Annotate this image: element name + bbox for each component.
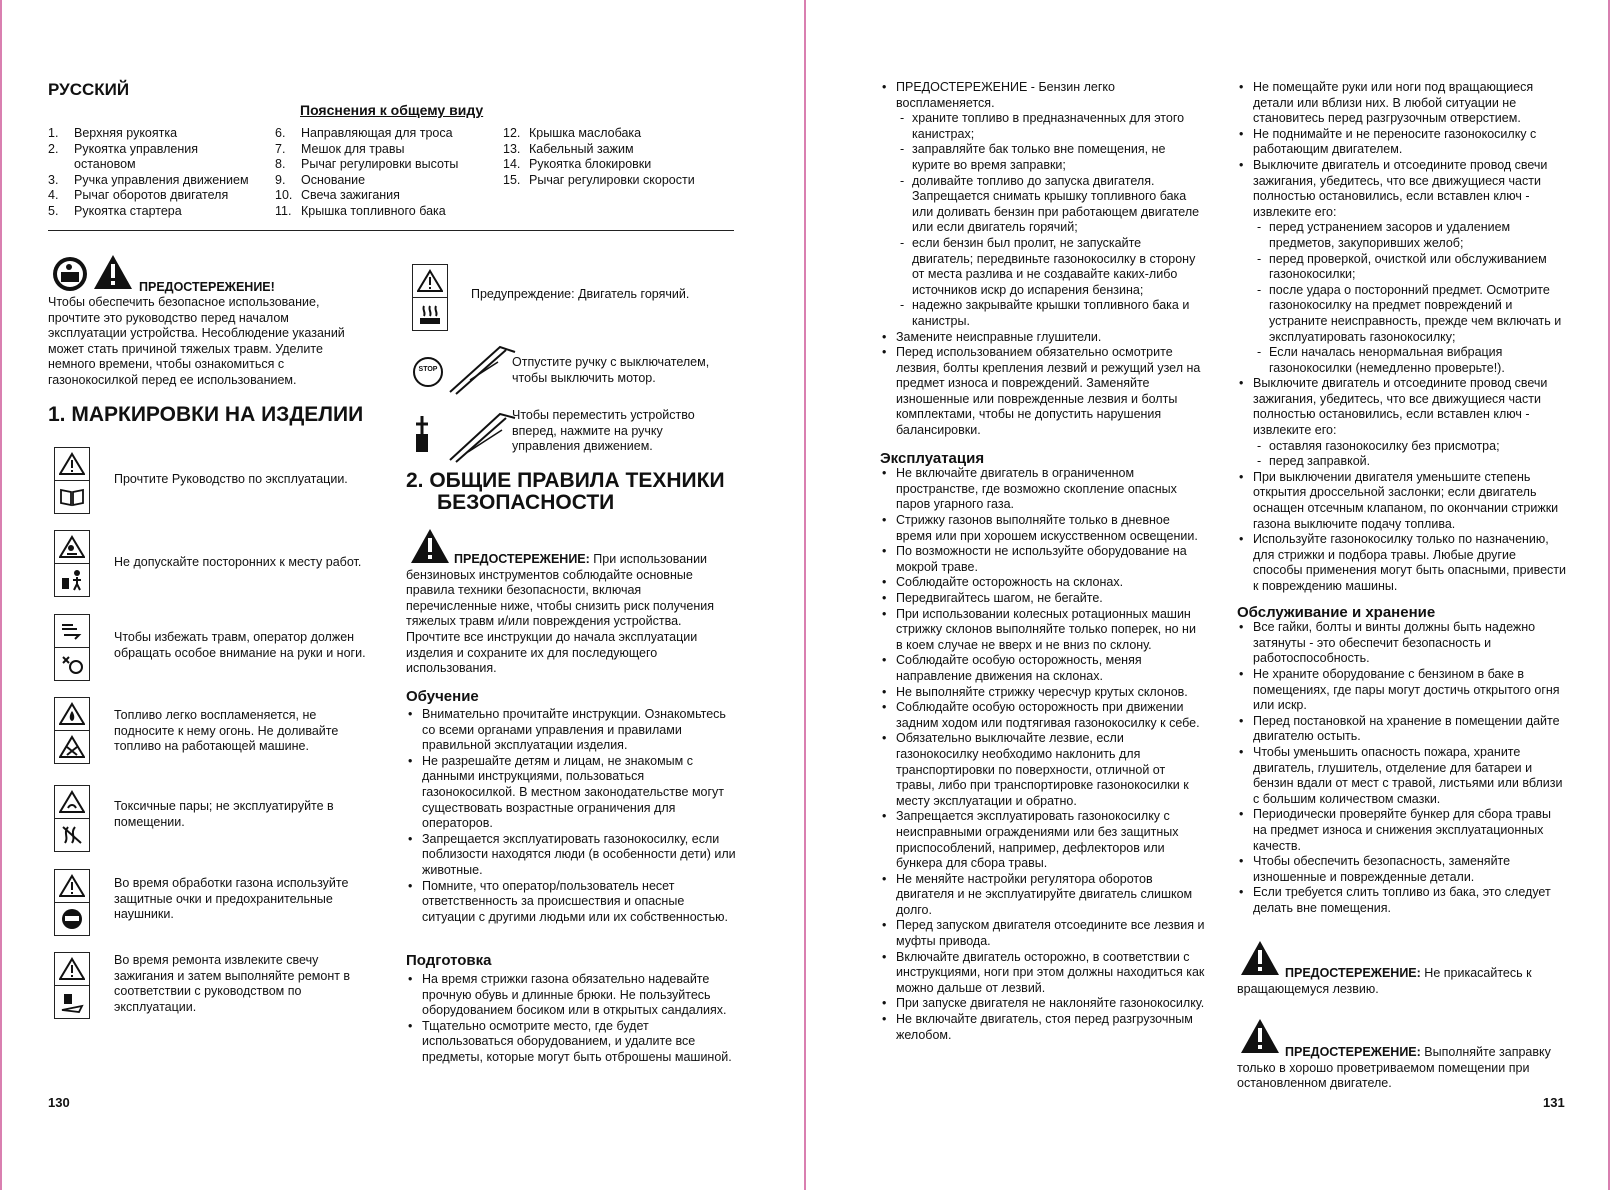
marking-icon-hands-feet — [54, 614, 90, 681]
legend-item: 13. Кабельный зажим — [503, 141, 634, 156]
language-heading: РУССКИЙ — [48, 80, 130, 99]
no-refuel-icon — [55, 731, 89, 763]
list-item: • Соблюдайте осторожность на склонах. — [880, 575, 1205, 591]
warning-refuel-text: Выполняйте заправку только в хорошо проветриваемом помещении при остановленном двигателе. — [1237, 1045, 1551, 1091]
warning-title: ПРЕДОСТЕРЕЖЕНИЕ! — [139, 280, 275, 294]
list-item: • Не выполняйте стрижку чересчур крутых склонов. — [880, 685, 1205, 701]
maintenance-list — [1237, 620, 1567, 916]
warning-triangle-icon — [55, 448, 89, 481]
list-item: • При использовании колесных ротационных машин стрижку склонов выполняйте только поперек, но ни в коем случае не вверх и не вниз по склону. — [880, 607, 1205, 654]
list-item: • Перед запуском двигателя отсоедините все лезвия и муфты привода. — [880, 918, 1205, 949]
list-item: - заправляйте бак только вне помещения, не курите во время заправки; — [900, 142, 1205, 173]
fuel-warning-dashes — [900, 111, 1205, 329]
person-icon — [55, 564, 89, 596]
legend-item: 15. Рычаг регулировки скорости — [503, 172, 695, 187]
list-item: • По возможности не используйте оборудование на мокрой траве. — [880, 544, 1205, 575]
legend-item: 5. Рукоятка стартера — [48, 203, 182, 218]
list-item: • Замените неисправные глушители. — [880, 330, 1205, 346]
list-item: • Включайте двигатель осторожно, в соответствии с инструкциями, ноги при этом должны находиться как можно дальше от лезвий. — [880, 950, 1205, 997]
legend-column-3 — [503, 126, 733, 188]
page-number: 130 — [48, 1095, 70, 1110]
legend-item: 12. Крышка маслобака — [503, 126, 642, 140]
fuel-warning-list — [880, 80, 1205, 439]
warning-2-block — [406, 552, 726, 677]
legend-title: Пояснения к общему виду — [300, 102, 484, 118]
warning-2-text: При использовании бензиновых инструментов соблюдайте основные правила техники безопасности, включая перечисленные ниже, чтобы снизить риск получения тяжелых травм и/или повреждения устройства. Прочтите все инструкции до начала эксплуатации изделия и сохраните их для последующего использования. — [406, 552, 715, 676]
marking-text: Топливо легко воспламеняется, не подносите к нему огонь. Не доливайте топливо на работающей машине. — [114, 708, 339, 754]
list-item: • Соблюдайте особую осторожность, меняя направление движения на склонах. — [880, 653, 1205, 684]
operation-title: Эксплуатация — [880, 449, 985, 467]
list-item: • Не меняйте настройки регулятора оборотов двигателя и не эксплуатируйте двигатель слишком долго. — [880, 872, 1205, 919]
stop-engine-dashes-2 — [1257, 439, 1567, 470]
right-column-1 — [880, 80, 1205, 1043]
list-item: - перед заправкой. — [1257, 454, 1567, 470]
warning-refuel-title: ПРЕДОСТЕРЕЖЕНИЕ: — [1285, 1045, 1421, 1059]
marking-icon-eye-ear-protection — [54, 869, 90, 936]
warning-triangle-icon — [55, 953, 89, 986]
legend-item: 9. Основание — [275, 172, 366, 187]
list-item: • Не включайте двигатель в ограниченном пространстве, где возможно скопление опасных паров угарного газа. — [880, 466, 1205, 513]
warning-triangle-icon — [93, 254, 133, 295]
fumes-icon — [55, 819, 89, 851]
spark-plug-wrench-icon — [55, 986, 89, 1018]
list-item: • Все гайки, болты и винты должны быть надежно затянуты - это обеспечит безопасность и работоспособность. — [1237, 620, 1567, 667]
book-icon — [55, 481, 89, 513]
warning-triangle-icon — [413, 265, 447, 298]
list-item: - оставляя газонокосилку без присмотра; — [1257, 439, 1567, 455]
right-column-2 — [1237, 80, 1567, 916]
stop-engine-intro: Выключите двигатель и отсоедините провод свечи зажигания, убедитесь, что все движущиеся части полностью остановились, если вставлен ключ - извлеките его: — [1253, 157, 1548, 219]
marking-text: Токсичные пары; не эксплуатируйте в помещении. — [114, 799, 334, 829]
list-item: • Обязательно выключайте лезвие, если газонокосилку необходимо наклонить для транспортировки по поверхности, отличной от травы, либо при транспортировке газонокосилки к месту эксплуатации и обратно. — [880, 731, 1205, 809]
marking-icon-read-manual — [54, 447, 90, 514]
marking-text: Прочтите Руководство по эксплуатации. — [114, 472, 348, 486]
hot-engine-text: Предупреждение: Двигатель горячий. — [471, 287, 690, 301]
stop-engine-dashes — [1257, 220, 1567, 376]
list-item: - после удара о посторонний предмет. Осмотрите газонокосилку на предмет повреждений и устраните неисправность, прежде чем включать и эксплуатировать газонокосилку; — [1257, 283, 1567, 345]
list-item: - перед устранением засоров и удалением предметов, закупоривших желоб; — [1257, 220, 1567, 251]
list-item: • Не включайте двигатель, стоя перед разгрузочным желобом. — [880, 1012, 1205, 1043]
warning-triangle-icon — [55, 870, 89, 903]
foot-blade-icon — [55, 648, 89, 680]
legend-column-2 — [275, 126, 495, 219]
marking-text: Во время обработки газона используйте защитные очки и предохранительные наушники. — [114, 876, 349, 922]
hot-surface-icon — [413, 298, 447, 330]
legend-item: 8. Рычаг регулировки высоты — [275, 157, 459, 171]
list-item — [1237, 376, 1567, 470]
list-item: - храните топливо в предназначенных для этого канистрах; — [900, 111, 1205, 142]
preparation-title: Подготовка — [406, 952, 492, 969]
list-item: • Чтобы обеспечить безопасность, заменяйте изношенные и поврежденные детали. — [1237, 854, 1567, 885]
list-item: • Периодически проверяйте бункер для сбора травы на предмет износа и снижения эксплуатационных качеств. — [1237, 807, 1567, 854]
list-item: • Не храните оборудование с бензином в баке в помещениях, где пары могут достичь открытого огня или искр. — [1237, 667, 1567, 714]
read-manual-round-icon — [52, 256, 88, 297]
page-number: 131 — [1543, 1095, 1565, 1110]
safety-list — [1237, 80, 1567, 595]
list-item: • Чтобы уменьшить опасность пожара, храните двигатель, глушитель, отделение для батареи и бензин вдали от мест с травой, листьями или вблизи с большим количеством смазки. — [1237, 745, 1567, 807]
list-item: • Тщательно осмотрите место, где будет использоваться оборудованием, и удалите все предметы, которые могут быть отброшены машиной. — [406, 1019, 742, 1066]
list-item: • Помните, что оператор/пользователь несет ответственность за происшествия и опасные ситуации с другими людьми или их собственностью. — [406, 879, 736, 926]
list-item: • Используйте газонокосилку только по назначению, для стрижки и подбора травы. Любые другие способы применения могут быть опасными, привести к повреждению машины. — [1237, 532, 1567, 594]
list-item: • Не поднимайте и не переносите газонокосилку с работающим двигателем. — [1237, 127, 1567, 158]
list-item: • Стрижку газонов выполняйте только в дневное время или при хорошем искусственном освещении. — [880, 513, 1205, 544]
list-item: • Если требуется слить топливо из бака, это следует делать вне помещения. — [1237, 885, 1567, 916]
list-item: • Запрещается эксплуатировать газонокосилку с неисправными ограждениями или без защитных приспособлений, например, дефлекторов или бункера для сбора травы. — [880, 809, 1205, 871]
list-item: • Перед постановкой на хранение в помещении дайте двигателю остыть. — [1237, 714, 1567, 745]
stop-handle-text: Отпустите ручку с выключателем, чтобы выключить мотор. — [512, 355, 710, 385]
legend-item: 6. Направляющая для троса — [275, 126, 453, 140]
list-item: • На время стрижки газона обязательно надевайте прочную обувь и длинные брюки. Не пользуйтесь оборудованием босиком или в открытых сандалиях. — [406, 972, 742, 1019]
hot-engine-icon — [412, 264, 448, 331]
list-item: • Внимательно прочитайте инструкции. Ознакомьтесь со всеми органами управления и правилами правильной эксплуатации изделия. — [406, 707, 736, 754]
marking-icon-toxic-fumes — [54, 785, 90, 852]
legend-item: 1. Верхняя рукоятка — [48, 126, 178, 140]
marking-text: Не допускайте посторонних к месту работ. — [114, 555, 362, 569]
training-list — [406, 707, 736, 925]
goggles-earmuffs-icon — [55, 903, 89, 935]
warning-blade-text: Не прикасайтесь к вращающемуся лезвию. — [1237, 966, 1532, 996]
legend-item: 14. Рукоятка блокировки — [503, 157, 652, 171]
stop-engine-intro-2: Выключите двигатель и отсоедините провод свечи зажигания, убедитесь, что все движущиеся части полностью остановились, если вставлен ключ - извлеките его: — [1253, 376, 1548, 438]
legend-item: 10. Свеча зажигания — [275, 188, 400, 202]
section-2-title: 2. ОБЩИЕ ПРАВИЛА ТЕХНИКИ БЕЗОПАСНОСТИ — [406, 469, 725, 514]
marking-text: Во время ремонта извлеките свечу зажигания и затем выполняйте ремонт в соответствии с руководством по эксплуатации. — [114, 953, 351, 1014]
maintenance-title: Обслуживание и хранение — [1237, 603, 1436, 621]
marking-icon-spark-plug — [54, 952, 90, 1019]
legend-item: 3. Ручка управления движением — [48, 172, 249, 187]
list-item: • Не помещайте руки или ноги под вращающиеся детали или вблизи них. В любой ситуации не становитесь перед разгрузочным отверстием. — [1237, 80, 1567, 127]
list-item: • Перед использованием обязательно осмотрите лезвия, болты крепления лезвий и режущий узел на предмет износа и повреждений. Заменяйте изношенные или поврежденные лезвия и болты комплектами, чтобы не допустить нарушения балансировки. — [880, 345, 1205, 439]
stop-handle-icon — [410, 342, 520, 407]
legend-item: 4. Рычаг оборотов двигателя — [48, 188, 229, 202]
marking-icon-bystanders — [54, 530, 90, 597]
right-page — [805, 0, 1610, 1190]
preparation-list — [406, 972, 742, 1066]
list-item — [1237, 158, 1567, 376]
hand-blade-icon — [55, 615, 89, 648]
list-item: - перед проверкой, очисткой или обслуживанием газонокосилки; — [1257, 252, 1567, 283]
warning-text: Чтобы обеспечить безопасное использование, прочтите это руководство перед началом эксплуатации устройства. Несоблюдение указаний может стать причиной тяжелых травм. Уделите немного времени, чтобы ознакомиться с газонокосилкой перед ее использованием. — [48, 295, 345, 387]
list-item: - если бензин был пролит, не запускайте двигатель; передвиньте газонокосилку в сторону от места разлива и не создавайте каких-либо источников искр до испарения бензина; — [900, 236, 1205, 298]
warning-blade-block — [1237, 966, 1557, 997]
warning-triangle-icon — [55, 786, 89, 819]
list-item: - доливайте топливо до запуска двигателя. Запрещается снимать крышку топливного бака или доливать бензин при работающем двигателе или если двигатель горячий; — [900, 174, 1205, 236]
flame-icon — [55, 698, 89, 731]
thrown-object-icon — [55, 531, 89, 564]
fuel-warning-title: ПРЕДОСТЕРЕЖЕНИЕ - Бензин легко воспламеняется. — [896, 80, 1115, 110]
list-item: • Соблюдайте особую осторожность при движении задним ходом или подтягивая газонокосилку к себе. — [880, 700, 1205, 731]
list-item — [880, 80, 1205, 330]
list-item: • Передвигайтесь шагом, не бегайте. — [880, 591, 1205, 607]
marking-icon-fuel — [54, 697, 90, 764]
warning-2-title: ПРЕДОСТЕРЕЖЕНИЕ: — [454, 552, 590, 566]
list-item: • При выключении двигателя уменьшите степень открытия дроссельной заслонки; если двигатель оснащен отсечным клапаном, по окончании стрижки газона выключите подачу топлива. — [1237, 470, 1567, 532]
list-item: - надежно закрывайте крышки топливного бака и канистры. — [900, 298, 1205, 329]
operation-list — [880, 466, 1205, 1043]
legend-item: 7. Мешок для травы — [275, 141, 405, 156]
warning-blade-title: ПРЕДОСТЕРЕЖЕНИЕ: — [1285, 966, 1421, 980]
drive-handle-icon — [410, 408, 520, 469]
list-item: • Не разрешайте детям и лицам, не знакомым с данными инструкциями, пользоваться газонокосилкой. В местном законодательстве могут существовать возрастные ограничения для операторов. — [406, 754, 736, 832]
legend-column-1 — [48, 126, 273, 219]
section-1-title: 1. МАРКИРОВКИ НА ИЗДЕЛИИ — [48, 403, 364, 426]
divider — [48, 230, 734, 231]
stop-label: STOP — [418, 366, 438, 373]
legend-item: 2. Рукоятка управления остановом — [48, 141, 198, 171]
marking-text: Чтобы избежать травм, оператор должен обращать особое внимание на руки и ноги. — [114, 630, 366, 660]
drive-handle-text: Чтобы переместить устройство вперед, нажмите на ручку управления движением. — [512, 408, 695, 454]
list-item: • Запрещается эксплуатировать газонокосилку, если поблизости находятся люди (в особенности дети) или животные. — [406, 832, 736, 879]
legend-item: 11. Крышка топливного бака — [275, 203, 446, 218]
training-title: Обучение — [406, 688, 479, 705]
warning-refuel-block — [1237, 1045, 1559, 1092]
list-item: • При запуске двигателя не наклоняйте газонокосилку. — [880, 996, 1205, 1012]
list-item: - Если началась ненормальная вибрация газонокосилки (немедленно проверьте!). — [1257, 345, 1567, 376]
